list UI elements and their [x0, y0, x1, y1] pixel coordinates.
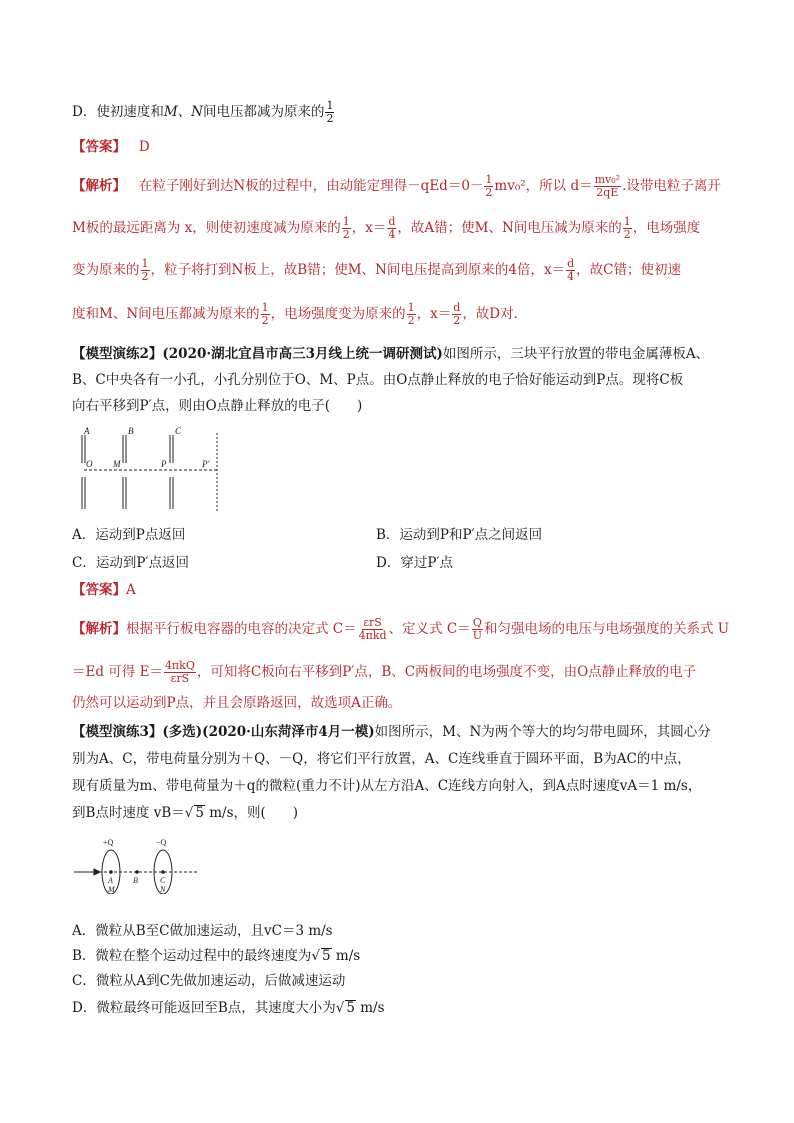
option-text: D．微粒最终可能返回至B点，其速度大小为 [72, 1000, 336, 1016]
label-c: C [175, 426, 182, 436]
frac-num: d [567, 257, 575, 270]
q1-option-d-suffix: 间电压都减为原来的 [202, 104, 325, 120]
a1-line3-a: 变为原来的 [72, 262, 140, 278]
label-a: A [108, 876, 113, 885]
q2-source: (2020·湖北宜昌市高三3月线上统一调研测试) [162, 346, 443, 362]
arrow-head-icon [94, 869, 100, 875]
a2-analysis-line3 [72, 693, 401, 713]
a1-line2-a: M板的最远距离为 x，则使初速度减为原来的 [72, 220, 341, 236]
answer-label: 【答案】 [72, 582, 126, 598]
a2-answer [72, 580, 136, 600]
q2-plates-figure [72, 425, 232, 515]
e-fraction [164, 660, 196, 685]
half-fraction [325, 100, 334, 125]
a1-line4-b: ，电场强度变为原来的 [270, 306, 406, 322]
option-text: B．微粒在整个运动过程中的最终速度为 [72, 948, 312, 964]
option-text: C．微粒从A到C先做加速运动，后做减速运动 [72, 973, 346, 989]
q3-text4-a: 到B点时速度 vB＝ [72, 805, 185, 821]
frac-den: εrS [170, 672, 190, 685]
q1-option-d-prefix: D．使初速度和 [72, 104, 164, 120]
a1-line1-a: 在粒子刚好到达N板的过程中，由动能定理得－qEd＝0－ [138, 178, 484, 194]
q3-option-c [72, 971, 345, 991]
q2-option-a [72, 525, 185, 545]
q3-text4-b: m/s，则( ) [204, 805, 299, 821]
a1-line4-a: 度和M、N间电压都减为原来的 [72, 306, 260, 322]
option-text: C．运动到P′点返回 [72, 555, 189, 571]
option-text: A．微粒从B至C做加速运动，且vC＝3 m/s [72, 923, 333, 939]
q1-option-d [72, 100, 335, 125]
a1-line1-b: mv₀²，所以 d＝ [494, 178, 593, 194]
a1-analysis-line1 [72, 174, 721, 199]
frac-num: 1 [342, 215, 350, 228]
q2-option-b [376, 525, 542, 545]
d2-fraction [452, 302, 461, 327]
q3-source: (多选)(2020·山东菏泽市4月一模) [162, 724, 375, 740]
capacitance-fraction [358, 617, 388, 642]
a1-line3-c: ，故C错；使初速 [576, 262, 681, 278]
half-fraction [141, 258, 150, 283]
q3-line3 [72, 776, 701, 796]
q3-option-b: B．微粒在整个运动过程中的最终速度为√ 5 m/s [72, 948, 361, 964]
sqrt-value: 5 [346, 1000, 355, 1016]
option-unit: m/s [331, 948, 361, 964]
analysis-label: 【解析】 [72, 621, 126, 637]
q2-title: 【模型演练2】 [72, 346, 163, 362]
frac-num: 1 [623, 215, 631, 228]
q3-rings-figure [72, 832, 202, 894]
label-b: B [128, 426, 134, 436]
q1-option-d-mn: M、N [163, 104, 203, 120]
a1-analysis-line2 [72, 216, 700, 241]
half-fraction [484, 174, 493, 199]
frac-den: 2 [141, 270, 149, 283]
q3-line2 [72, 749, 691, 769]
a2-analysis-line2 [72, 660, 696, 685]
option-text: B．运动到P和P′点之间返回 [376, 527, 543, 543]
q2-option-d [376, 553, 453, 573]
q3-line4: 到B点时速度 vB＝√ 5 m/s，则( ) [72, 805, 299, 821]
q3-option-a [72, 921, 333, 941]
frac-den: 2 [261, 314, 269, 327]
frac-den: 4 [388, 228, 396, 241]
point-a [109, 870, 113, 874]
frac-den: 2 [623, 228, 631, 241]
a2-line1-a: 根据平行板电容器的电容的决定式 C＝ [126, 621, 357, 637]
q2-text3: 向右平移到P′点，则由O点静止释放的电子( ) [72, 398, 363, 414]
a1-answer [72, 137, 150, 157]
frac-num: d [453, 301, 461, 314]
a1-line4-c: ，x＝ [416, 306, 452, 322]
point-c [161, 870, 165, 874]
analysis-label: 【解析】 [72, 178, 126, 194]
option-unit: m/s [355, 1000, 385, 1016]
a2-line2-b: ，可知将C板向右平移到P′点，B、C两板间的电场强度不变，由O点静止释放的电子 [196, 664, 697, 680]
label-c: C [160, 876, 166, 885]
frac-num: 4πkQ [164, 659, 195, 672]
label-minus-q: −Q [156, 838, 167, 847]
half-fraction [623, 216, 632, 241]
q2-line2 [72, 370, 683, 390]
a1-line1-c: .设带电粒子离开 [622, 178, 721, 194]
label-o: O [86, 459, 93, 469]
half-fraction [407, 302, 416, 327]
q-over-u-fraction [472, 617, 483, 642]
q3-text2: 别为A、C，带电荷量分别为＋Q、－Q，将它们平行放置，A、C连线垂直于圆环平面，B为AC的中点， [72, 751, 691, 767]
frac-num: 1 [141, 257, 149, 270]
a2-line1-c: 和匀强电场的电压与电场强度的关系式 U [483, 621, 730, 637]
half-fraction [261, 302, 270, 327]
a1-line2-e: ，电场强度 [632, 220, 701, 236]
frac-den: 2 [485, 186, 493, 199]
label-b: B [133, 876, 138, 885]
frac-num: 1 [485, 173, 493, 186]
label-m: M [113, 459, 121, 469]
frac-num: mv₀² [594, 173, 621, 186]
frac-den: 2 [326, 112, 334, 125]
q2-option-c [72, 553, 189, 573]
frac-num: 1 [326, 99, 334, 112]
sqrt-value: 5 [195, 805, 204, 821]
answer-label: 【答案】 [72, 139, 126, 155]
q3-title: 【模型演练3】 [72, 724, 163, 740]
q3-option-d: D．微粒最终可能返回至B点，其速度大小为√ 5 m/s [72, 1000, 385, 1016]
answer-value: D [138, 139, 150, 155]
frac-num: d [388, 215, 396, 228]
frac-den: U [472, 629, 482, 642]
q3-text3: 现有质量为m、带电荷量为＋q的微粒(重力不计)从左方沿A、C连线方向射入，到A点时速度vA＝1 m/s， [72, 778, 702, 794]
q2-line3 [72, 396, 362, 416]
q2-text2: B、C中央各有一小孔，小孔分别位于O、M、P点。由O点静止释放的电子恰好能运动到P点。现将C板 [72, 372, 684, 388]
d4-fraction [566, 258, 575, 283]
point-b [135, 870, 139, 874]
d4-fraction [387, 216, 396, 241]
frac-den: 2qE [596, 186, 619, 199]
a2-line2-a: ＝Ed 可得 E＝ [72, 664, 163, 680]
option-text: D．穿过P′点 [376, 555, 453, 571]
label-plus-q: +Q [103, 838, 114, 847]
a1-line3-b: ，粒子将打到N板上，故B错；使M、N间电压提高到原来的4倍，x＝ [150, 262, 566, 278]
a1-analysis-line3 [72, 258, 681, 283]
frac-num: εrS [363, 616, 382, 629]
half-fraction [342, 216, 351, 241]
a1-line4-d: ，故D对． [462, 306, 528, 322]
q2-text1: 如图所示，三块平行放置的带电金属薄板A、 [442, 346, 710, 362]
option-text: A．运动到P点返回 [72, 527, 186, 543]
a1-line2-b: ，x＝ [351, 220, 387, 236]
frac-num: 1 [261, 301, 269, 314]
a2-analysis-line1 [72, 617, 729, 642]
label-p-prime: P′ [202, 459, 210, 469]
a1-line2-c: ，故A错；使M、N间电压减为原来的 [397, 220, 622, 236]
label-p: P [161, 459, 167, 469]
d-fraction [594, 174, 621, 199]
label-m: M [108, 885, 115, 894]
frac-den: 2 [453, 314, 461, 327]
answer-value: A [126, 582, 136, 598]
frac-num: Q [472, 616, 482, 629]
label-a: A [84, 426, 90, 436]
frac-den: 4 [567, 270, 575, 283]
frac-den: 2 [407, 314, 415, 327]
frac-den: 4πkd [358, 629, 387, 642]
a2-line3: 仍然可以运动到P点，并且会原路返回，故选项A正确。 [72, 695, 402, 711]
q3-line1 [72, 722, 711, 742]
frac-den: 2 [342, 228, 350, 241]
q3-text1: 如图所示，M、N为两个等大的均匀带电圆环，其圆心分 [374, 724, 711, 740]
sqrt-value: 5 [322, 948, 331, 964]
frac-num: 1 [407, 301, 415, 314]
label-n: N [160, 885, 166, 894]
a1-analysis-line4 [72, 302, 527, 327]
a2-line1-b: 、定义式 C＝ [388, 621, 471, 637]
q2-line1 [72, 344, 709, 364]
